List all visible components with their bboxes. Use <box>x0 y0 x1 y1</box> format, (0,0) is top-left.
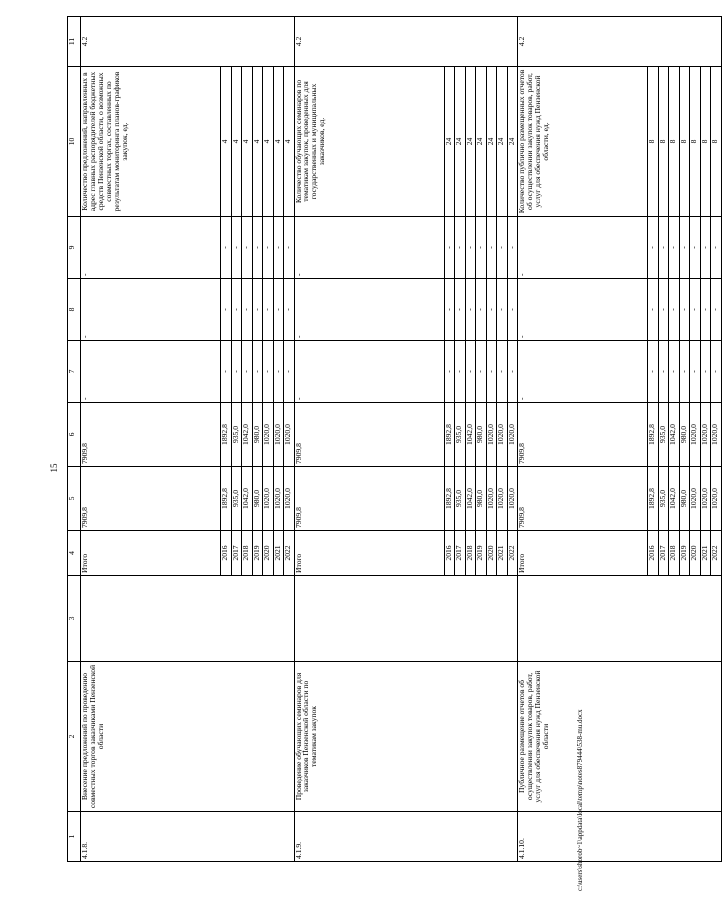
indicator-ref: 4.2 <box>294 17 518 67</box>
value-cell: - <box>221 279 232 341</box>
value-cell: - <box>658 341 669 403</box>
item-number: 4.1.10. <box>518 812 722 862</box>
value-cell: - <box>669 341 680 403</box>
value-cell: 1892,8 <box>221 403 232 467</box>
value-cell: 1892,8 <box>648 403 659 467</box>
col3-cell <box>518 576 722 662</box>
value-cell: - <box>476 341 487 403</box>
rotated-table-container <box>67 17 719 862</box>
total-value: - <box>518 341 648 403</box>
value-cell: - <box>679 217 690 279</box>
indicator-value: 8 <box>658 67 669 217</box>
value-cell: - <box>444 341 455 403</box>
value-cell: - <box>273 279 284 341</box>
total-value: - <box>294 341 444 403</box>
item-number: 4.1.8. <box>81 812 295 862</box>
value-cell: - <box>658 217 669 279</box>
value-cell: - <box>658 279 669 341</box>
indicator-value: 24 <box>486 67 497 217</box>
header-cell: 11 <box>68 17 81 67</box>
value-cell: - <box>284 341 295 403</box>
value-cell: 1020,0 <box>497 403 508 467</box>
value-cell: - <box>669 279 680 341</box>
value-cell: 1042,0 <box>242 467 253 531</box>
value-cell: - <box>252 217 263 279</box>
value-cell: - <box>252 341 263 403</box>
year-cell: 2018 <box>465 531 476 576</box>
value-cell: 1020,0 <box>263 467 274 531</box>
value-cell: 1892,8 <box>444 403 455 467</box>
value-cell: - <box>273 341 284 403</box>
value-cell: - <box>455 341 466 403</box>
value-cell: 980,0 <box>252 403 263 467</box>
value-cell: - <box>263 279 274 341</box>
value-cell: - <box>690 341 701 403</box>
total-value: - <box>294 279 444 341</box>
value-cell: - <box>648 341 659 403</box>
indicator-name: Количество предложений, направленных в адрес главных распорядителей бюджетных средств Пензенской области, о возможных совместных торгах, составленных по результатам мониторинга планов-графиков закупок, ед. <box>81 67 221 217</box>
value-cell: - <box>648 279 659 341</box>
year-cell: 2019 <box>679 531 690 576</box>
indicator-value: 4 <box>284 67 295 217</box>
value-cell: 1042,0 <box>242 403 253 467</box>
indicator-value: 24 <box>465 67 476 217</box>
value-cell: - <box>497 279 508 341</box>
value-cell: - <box>242 279 253 341</box>
value-cell: - <box>486 341 497 403</box>
header-cell: 5 <box>68 467 81 531</box>
year-cell: 2020 <box>263 531 274 576</box>
header-cell: 8 <box>68 279 81 341</box>
total-value: - <box>294 217 444 279</box>
header-cell: 10 <box>68 67 81 217</box>
header-cell: 6 <box>68 403 81 467</box>
value-cell: - <box>690 279 701 341</box>
header-cell: 3 <box>68 576 81 662</box>
value-cell: - <box>711 279 722 341</box>
value-cell: - <box>711 341 722 403</box>
header-cell: 9 <box>68 217 81 279</box>
value-cell: 1020,0 <box>700 403 711 467</box>
group-total-row <box>294 17 444 862</box>
value-cell: 1892,8 <box>648 467 659 531</box>
value-cell: 1892,8 <box>221 467 232 531</box>
value-cell: - <box>242 341 253 403</box>
value-cell: 1020,0 <box>486 467 497 531</box>
year-cell: 2021 <box>497 531 508 576</box>
value-cell: 1020,0 <box>273 467 284 531</box>
value-cell: 1020,0 <box>711 467 722 531</box>
year-cell: 2021 <box>273 531 284 576</box>
header-cell: 2 <box>68 662 81 812</box>
indicator-value: 8 <box>690 67 701 217</box>
value-cell: - <box>221 217 232 279</box>
col3-cell <box>294 576 518 662</box>
total-value: - <box>81 279 221 341</box>
value-cell: 1020,0 <box>690 403 701 467</box>
value-cell: - <box>700 341 711 403</box>
value-cell: 935,0 <box>231 403 242 467</box>
indicator-value: 24 <box>444 67 455 217</box>
value-cell: 1042,0 <box>465 403 476 467</box>
value-cell: 980,0 <box>476 403 487 467</box>
value-cell: 1020,0 <box>486 403 497 467</box>
value-cell: - <box>465 279 476 341</box>
value-cell: - <box>263 341 274 403</box>
value-cell: 980,0 <box>476 467 487 531</box>
indicator-ref: 4.2 <box>518 17 722 67</box>
value-cell: 935,0 <box>658 467 669 531</box>
year-cell: 2017 <box>455 531 466 576</box>
value-cell: - <box>669 217 680 279</box>
year-cell: 2016 <box>221 531 232 576</box>
total-label: Итого <box>294 531 444 576</box>
indicator-value: 8 <box>711 67 722 217</box>
item-name: Внесение предложений по проведению совместных торгов заказчиками Пензенской области <box>81 662 295 812</box>
indicator-value: 4 <box>221 67 232 217</box>
indicator-value: 4 <box>242 67 253 217</box>
value-cell: 1042,0 <box>465 467 476 531</box>
year-cell: 2016 <box>444 531 455 576</box>
value-cell: - <box>465 341 476 403</box>
value-cell: - <box>648 217 659 279</box>
col3-cell <box>81 576 295 662</box>
value-cell: - <box>455 217 466 279</box>
total-label: Итого <box>81 531 221 576</box>
year-cell: 2022 <box>507 531 518 576</box>
value-cell: - <box>221 341 232 403</box>
indicator-value: 8 <box>648 67 659 217</box>
header-cell: 4 <box>68 531 81 576</box>
indicator-value: 24 <box>497 67 508 217</box>
year-cell: 2018 <box>242 531 253 576</box>
year-cell: 2020 <box>486 531 497 576</box>
item-name: Публичное размещение отчетов об осуществлении закупок товаров, работ, услуг для обеспечения нужд Пензенской области <box>518 662 722 812</box>
value-cell: 1020,0 <box>700 467 711 531</box>
value-cell: 935,0 <box>231 467 242 531</box>
value-cell: 1020,0 <box>690 467 701 531</box>
item-name: Проведение обучающих семинаров для заказчиков Пензенской области по тематикам закупок <box>294 662 518 812</box>
indicator-value: 24 <box>455 67 466 217</box>
indicator-value: 8 <box>700 67 711 217</box>
value-cell: 1020,0 <box>507 403 518 467</box>
value-cell: 1020,0 <box>284 467 295 531</box>
year-cell: 2022 <box>284 531 295 576</box>
header-cell: 7 <box>68 341 81 403</box>
indicator-value: 4 <box>263 67 274 217</box>
value-cell: 1020,0 <box>273 403 284 467</box>
value-cell: 1042,0 <box>669 467 680 531</box>
value-cell: 1020,0 <box>507 467 518 531</box>
indicator-value: 4 <box>252 67 263 217</box>
indicator-value: 4 <box>273 67 284 217</box>
year-cell: 2016 <box>648 531 659 576</box>
value-cell: - <box>476 279 487 341</box>
item-number: 4.1.9. <box>294 812 518 862</box>
indicator-ref: 4.2 <box>81 17 295 67</box>
year-cell: 2019 <box>252 531 263 576</box>
total-value: - <box>518 217 648 279</box>
value-cell: 935,0 <box>658 403 669 467</box>
value-cell: 1020,0 <box>711 403 722 467</box>
value-cell: 1020,0 <box>263 403 274 467</box>
group-total-row <box>81 17 221 862</box>
value-cell: - <box>273 217 284 279</box>
value-cell: 980,0 <box>679 403 690 467</box>
year-cell: 2019 <box>476 531 487 576</box>
value-cell: - <box>700 217 711 279</box>
year-cell: 2022 <box>711 531 722 576</box>
value-cell: 1020,0 <box>497 467 508 531</box>
year-cell: 2017 <box>658 531 669 576</box>
value-cell: - <box>690 217 701 279</box>
header-row <box>68 17 81 862</box>
value-cell: - <box>486 279 497 341</box>
value-cell: - <box>507 217 518 279</box>
value-cell: - <box>486 217 497 279</box>
year-cell: 2017 <box>231 531 242 576</box>
header-cell: 1 <box>68 812 81 862</box>
total-value: 7909,8 <box>294 403 444 467</box>
indicator-value: 24 <box>507 67 518 217</box>
value-cell: 1042,0 <box>669 403 680 467</box>
value-cell: - <box>284 279 295 341</box>
value-cell: - <box>231 341 242 403</box>
indicator-value: 8 <box>669 67 680 217</box>
value-cell: 935,0 <box>455 403 466 467</box>
year-cell: 2020 <box>690 531 701 576</box>
value-cell: - <box>711 217 722 279</box>
value-cell: - <box>444 217 455 279</box>
value-cell: - <box>679 279 690 341</box>
value-cell: - <box>700 279 711 341</box>
value-cell: - <box>507 341 518 403</box>
program-table <box>67 16 722 862</box>
indicator-name: Количество обучающих семинаров по тематикам закупок, проведенных для государственных и муниципальных заказчиков, ед. <box>294 67 444 217</box>
total-label: Итого <box>518 531 648 576</box>
value-cell: - <box>476 217 487 279</box>
value-cell: - <box>231 279 242 341</box>
total-value: 7909,8 <box>518 403 648 467</box>
value-cell: 980,0 <box>252 467 263 531</box>
value-cell: 980,0 <box>679 467 690 531</box>
footer-file-path: c:\users\shorob~1\appdata\local\temp\notes879444\538-mu.docx <box>576 709 584 891</box>
value-cell: - <box>679 341 690 403</box>
value-cell: - <box>284 217 295 279</box>
page-number: 15 <box>49 463 59 473</box>
indicator-value: 8 <box>679 67 690 217</box>
total-value: - <box>518 279 648 341</box>
value-cell: - <box>263 217 274 279</box>
value-cell: 1892,8 <box>444 467 455 531</box>
value-cell: 1020,0 <box>284 403 295 467</box>
value-cell: - <box>497 341 508 403</box>
indicator-value: 24 <box>476 67 487 217</box>
year-cell: 2021 <box>700 531 711 576</box>
value-cell: - <box>444 279 455 341</box>
value-cell: 935,0 <box>455 467 466 531</box>
total-value: 7909,8 <box>294 467 444 531</box>
total-value: 7909,8 <box>81 467 221 531</box>
value-cell: - <box>465 217 476 279</box>
value-cell: - <box>252 279 263 341</box>
value-cell: - <box>242 217 253 279</box>
table-body <box>81 17 722 862</box>
indicator-value: 4 <box>231 67 242 217</box>
value-cell: - <box>507 279 518 341</box>
total-value: 7909,8 <box>81 403 221 467</box>
total-value: - <box>81 341 221 403</box>
value-cell: - <box>231 217 242 279</box>
year-cell: 2018 <box>669 531 680 576</box>
total-value: 7909,8 <box>518 467 648 531</box>
value-cell: - <box>497 217 508 279</box>
value-cell: - <box>455 279 466 341</box>
total-value: - <box>81 217 221 279</box>
indicator-name: Количество публично размещенных отчетов об осуществлении закупок товаров, работ, услуг для обеспечения нужд Пензенской области, ед. <box>518 67 648 217</box>
